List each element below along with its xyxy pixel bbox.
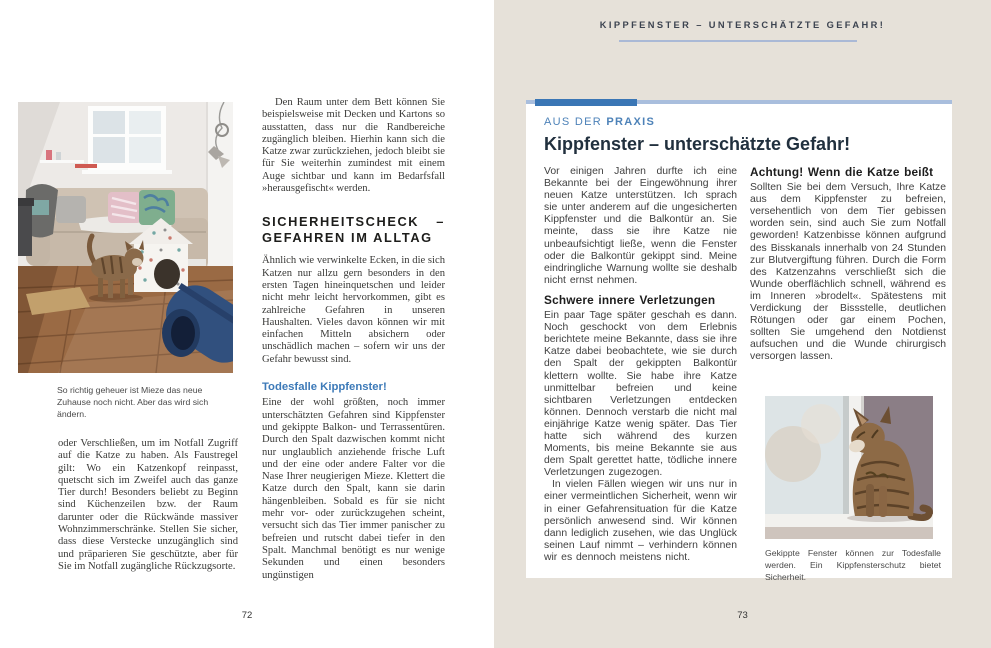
body-paragraph: Sollten Sie bei dem Versuch, Ihre Katze aus dem Kippfenster zu befreien, versehentlich von dem Tier gebissen worden sein, sind auch Sie zum Notfall geworden! Katzenbisse können aufgrund des Bisskanals innerhalb von 24 Stunden zur Blutvergiftung führen. Durch die Form des Katzenzahns verschließt sich die Wunde oberflächlich schnell, während es im Inneren »brodelt«. Spätestens mit Verdickung der Bissstelle, deutlichen Rötungen oder gar einem Pochen, sollten Sie umgehend den Notdienst aufsuchen und die Wunde chirurgisch versorgen lassen.	[750, 182, 946, 363]
left-column-2	[262, 97, 445, 582]
page-right	[494, 0, 991, 648]
page-number-right: 73	[737, 610, 748, 621]
kicker-aus-der-praxis	[544, 116, 655, 128]
running-header-underline	[619, 40, 857, 42]
right-column-2	[750, 166, 946, 583]
body-paragraph: oder Verschließen, um im Notfall Zugriff auf die Katze zu haben. Als Faustregel gilt: Wo ein Katzenkopf reinpasst, quetscht sich im Zweifel auch das ganze Tier durch! Besonders beliebt zu Beginn sind Küchenzeilen bzw. der Raum darunter oder die Rückwände massiver Wohnzimmerschränke. Stellen Sie sicher, dass diese Verstecke unzugänglich sind und präparieren Sie geschützte, aber für Sie im Notfall zugängliche Rückzugsorte.	[58, 438, 238, 572]
cat-window-photo	[765, 396, 933, 539]
box-top-bar-dark	[535, 99, 637, 106]
subsection-heading: Todesfalle Kippfenster!	[262, 381, 387, 394]
body-paragraph: Eine der wohl größten, noch immer unterschätzten Gefahren sind Kippfenster und gekippte Balkon- und Terrassentüren. Durch den Spalt dazwischen kommt nicht nur unglaublich anziehende frische Luft und der eine oder andere Falter vor die Nase Ihrer neugierigen Mieze. Klettert die Katze durch den Spalt, kann sie darin hängenbleiben. Sobald es für sie nicht mehr vor- oder zurückzugehen scheint, versucht sich das Tier immer panischer zu befreien und rutscht dabei tiefer in den Spalt. Manchmal benötigt es nur wenige Sekunden und einen besonders ungünstigen	[262, 397, 445, 581]
photo-caption-left: So richtig geheuer ist Mieze das neue Zuhause noch nicht. Aber das wird sich ändern.	[57, 385, 209, 419]
body-paragraph: Ein paar Tage später geschah es dann. Noch geschockt von dem Erlebnis berichtete meine Bekannte, dass sie ihre Katze dabei beobachtete, wie sie durch den Spalt der gekippten Balkontür klettern wollte. Sie habe ihre Katze unmittelbar befreien und keine sichtbaren Verletzungen entdecken können. Dennoch verstarb die nicht mal einjährige Katze wenig später. Das Tier hatte sich während des kurzen Moments, bis meine Bekannte sie aus dem Spalt gerettet hatte, tödliche innere Verletzungen zugezogen.	[544, 310, 737, 479]
praxis-info-box	[526, 100, 952, 582]
section-heading: SICHERHEITSCHECK – GEFAHREN IM ALLTAG	[262, 214, 445, 246]
article-title: Kippfenster – unterschätzte Gefahr!	[544, 134, 851, 154]
subsection-heading: Schwere innere Verletzungen	[544, 292, 716, 307]
kicker-bold: PRAXIS	[606, 116, 656, 128]
photo-caption-right: Gekippte Fenster können zur Todesfalle werden. Ein Kippfensterschutz bietet Sicherheit.	[765, 547, 941, 582]
living-room-photo-illustration	[18, 102, 233, 373]
running-header: KIPPFENSTER – UNTERSCHÄTZTE GEFAHR!	[599, 20, 886, 30]
kicker-prefix: AUS DER	[544, 116, 607, 128]
body-paragraph: Vor einigen Jahren durfte ich eine Bekannte bei der Eingewöhnung ihrer neuen Katze unterstützen. Ich sprach sie unter anderem auf die ungesicherten Kippfenster und die Balkontür an. Sie meinte, dass sie ihre Katze nie unbeaufsichtigt ließe, wenn die Fenster oder die Balkontür gekippt sind. Meine eindringliche Warnung wollte sie deshalb nicht ernst nehmen.	[544, 166, 737, 286]
page-number-left: 72	[241, 610, 253, 621]
left-column-1	[58, 438, 238, 573]
body-paragraph: Ähnlich wie verwinkelte Ecken, in die sich Katzen nur allzu gern besonders in den ersten Tagen hineinquetschen und leider nicht mehr leicht hervorkommen, gibt es zahlreiche Gefahren in unseren Haushalten. Vieles davon können wir mit einfachen Mitteln absichern oder unschädlich machen – sofern wir uns der Gefahr bewusst sind.	[262, 255, 445, 365]
right-column-1	[544, 166, 737, 564]
cat-window-photo-illustration	[765, 396, 933, 539]
subsection-heading: Achtung! Wenn die Katze beißt	[750, 165, 934, 179]
body-paragraph: Den Raum unter dem Bett können Sie beispielsweise mit Decken und Kartons so ausstatten, dass nur die Randbereiche zugänglich bleiben. Hierhin kann sich die Katze zwar zurückziehen, jedoch bleibt sie für Sie weiterhin zumindest mit einem Auge sichtbar und kann im Bedarfsfall »herausgefischt« werden.	[262, 97, 445, 195]
body-paragraph: In vielen Fällen wiegen wir uns nur in einer vermeintlichen Sicherheit, wenn wir in einer Gefahrensituation für die Katze persönlich anwesend sind. Wir können dann lediglich zusehen, wie das Unglück seinen Lauf nimmt – verhindern können wir es dennoch meistens nicht.	[544, 479, 737, 563]
living-room-cat-photo	[18, 102, 233, 373]
page-left	[0, 0, 494, 648]
